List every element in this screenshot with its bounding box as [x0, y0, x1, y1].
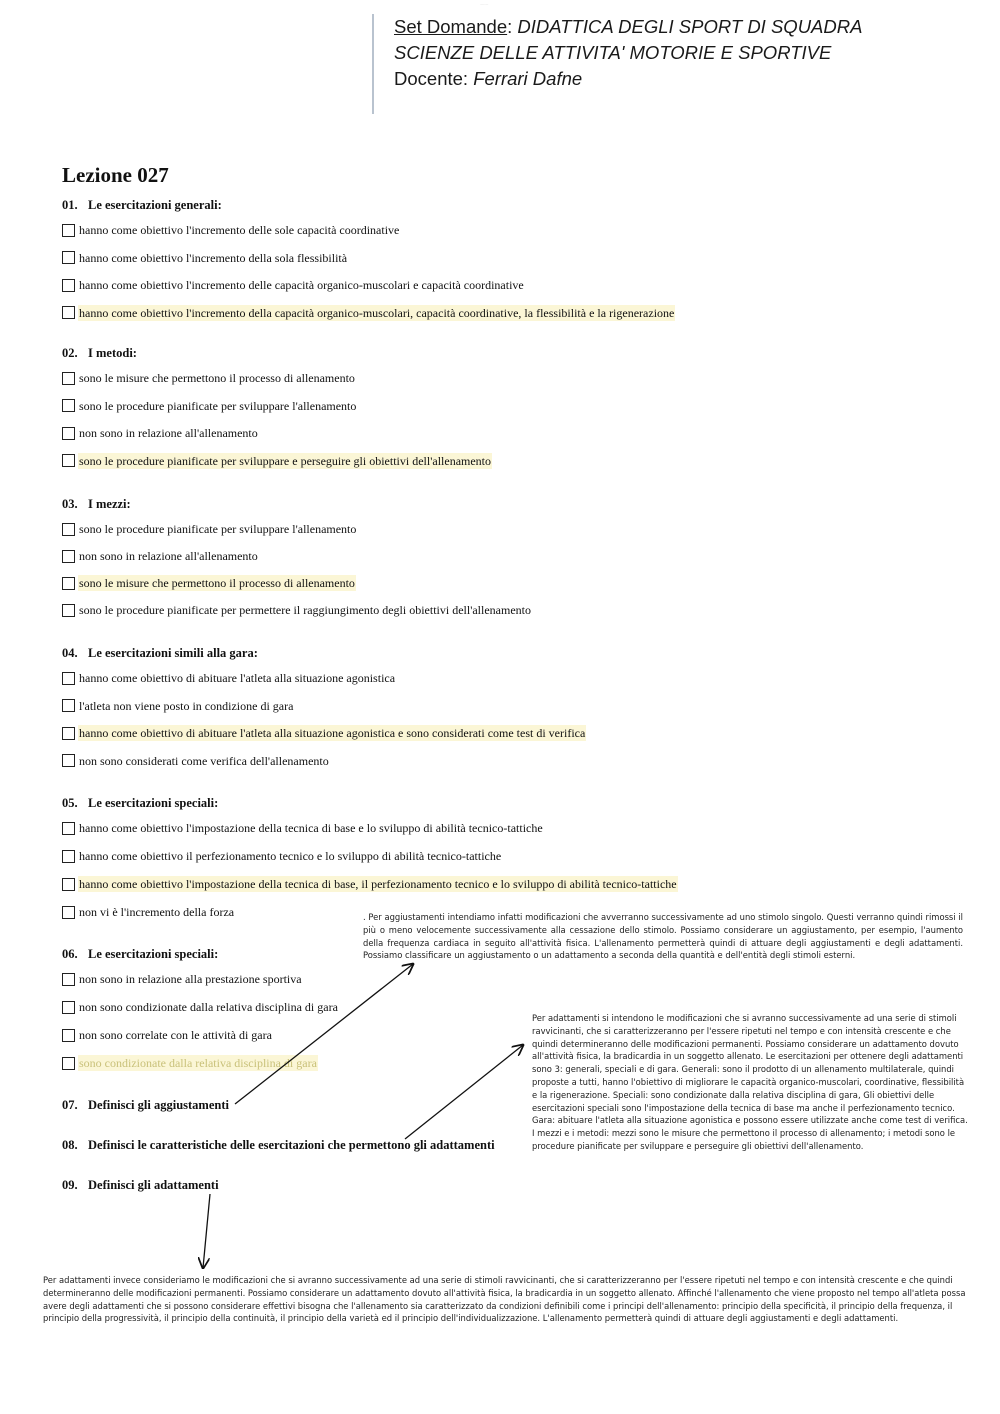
- answer-option-text-correct: hanno come obiettivo di abituare l'atleta alla situazione agonistica e sono considerati come test di verifica: [79, 726, 586, 740]
- arrow-q09-to-note: [203, 1194, 210, 1268]
- answer-option-text: non sono in relazione all'allenamento: [79, 549, 258, 563]
- answer-option-text: non sono considerati come verifica dell'allenamento: [79, 753, 329, 768]
- question-text: Le esercitazioni speciali:: [88, 947, 219, 961]
- answer-option-text-correct: sono condizionate dalla relativa disciplina di gara: [79, 1056, 317, 1070]
- question-text: Le esercitazioni speciali:: [88, 796, 219, 810]
- answer-option-text: non sono in relazione all'allenamento: [79, 426, 258, 440]
- lesson-title: Lezione 027: [62, 163, 169, 187]
- answer-option-text: l'atleta non viene posto in condizione di gara: [79, 698, 294, 713]
- question-number: 04.: [62, 646, 78, 660]
- degree-name: SCIENZE DELLE ATTIVITA' MOTORIE E SPORTIVE: [394, 42, 832, 63]
- course-name: DIDATTICA DEGLI SPORT DI SQUADRA: [517, 16, 863, 37]
- question-number: 08.: [62, 1138, 78, 1152]
- answer-option-text: sono le procedure pianificate per sviluppare l'allenamento: [79, 522, 357, 536]
- answer-option-text: non sono in relazione alla prestazione sportiva: [79, 972, 302, 986]
- question-text: Definisci gli adattamenti: [88, 1178, 219, 1192]
- answer-option-text-correct: sono le misure che permettono il processo di allenamento: [79, 576, 355, 590]
- question-number: 09.: [62, 1178, 78, 1192]
- answer-option-text: hanno come obiettivo l'incremento delle sole capacità coordinative: [79, 223, 400, 237]
- set-label: Set Domande: [394, 16, 508, 37]
- answer-option-text: sono le misure che permettono il processo di allenamento: [79, 371, 355, 385]
- answer-option-text-correct: sono le procedure pianificate per sviluppare e perseguire gli obiettivi dell'allenamento: [79, 453, 492, 468]
- answer-option-text: hanno come obiettivo l'incremento della sola flessibilità: [79, 250, 348, 265]
- teacher-name: Ferrari Dafne: [473, 68, 583, 89]
- answer-option-text: non sono condizionate dalla relativa disciplina di gara: [79, 1000, 338, 1014]
- arrow-q08-to-note: [405, 1045, 523, 1139]
- question-number: 01.: [62, 198, 78, 212]
- answer-option-text: hanno come obiettivo l'incremento delle capacità organico-muscolari e capacità coordinative: [79, 278, 524, 292]
- question-text: Le esercitazioni simili alla gara:: [88, 646, 258, 660]
- answer-option-text: hanno come obiettivo il perfezionamento tecnico e lo sviluppo di abilità tecnico-tattiche: [79, 849, 502, 863]
- answer-option-text: non vi è l'incremento della forza: [79, 905, 235, 919]
- answer-note-adattamenti: Per adattamenti invece consideriamo le modificazioni che si avranno successivamente ad una serie di stimoli ravvicinanti, che si caratterizzeranno per l'essere ripetuti nel tempo e con intensità crescente e che quindi determineranno delle modificazioni permanenti. Possiamo considerare un adattamento dovuto all'attività fisica, la bradicardia in un soggetto allenato. Affinché l'allenamento che viene proposto nel tempo all'atleta possa avere degli adattamenti che si possono considerare effettivi bisogna che l'allenamento sia caratterizzato da condizioni definibili come i principi dell'allenamento: principio della specificità, il principio della frequenza, il principio della progressività, il principio della continuità, il principio della varietà ed il principio dell'individualizzazione. L'allenamento permetterà quindi di attuare degli aggiustamenti e degli adattamenti.: [43, 1275, 966, 1324]
- question-number: 03.: [62, 497, 78, 511]
- question-number: 02.: [62, 346, 78, 360]
- question-text: I mezzi:: [88, 497, 131, 511]
- question-text: Le esercitazioni generali:: [88, 198, 222, 212]
- answer-option-text-correct: hanno come obiettivo l'incremento della capacità organico-muscolari, capacità coordinative, la flessibilità e la rigenerazione: [79, 305, 675, 320]
- teacher-label: Docente:: [394, 68, 474, 89]
- arrow-q07-to-note: [235, 964, 413, 1104]
- answer-option-text: non sono correlate con le attività di gara: [79, 1028, 272, 1042]
- answer-option-text: hanno come obiettivo di abituare l'atleta alla situazione agonistica: [79, 671, 396, 685]
- question-number: 07.: [62, 1098, 78, 1112]
- question-text: Definisci le caratteristiche delle esercitazioni che permettono gli adattamenti: [88, 1138, 495, 1152]
- answer-option-text: hanno come obiettivo l'impostazione della tecnica di base e lo sviluppo di abilità tecnico-tattiche: [79, 821, 543, 835]
- page-header-tiny: ..........: [480, 2, 489, 6]
- answer-option-text: sono le procedure pianificate per sviluppare l'allenamento: [79, 398, 357, 413]
- question-number: 05.: [62, 796, 78, 810]
- set-separator: :: [507, 16, 518, 37]
- question-text: Definisci gli aggiustamenti: [88, 1098, 229, 1112]
- answer-option-text-correct: hanno come obiettivo l'impostazione della tecnica di base, il perfezionamento tecnico e lo sviluppo di abilità tecnico-tattiche: [79, 877, 677, 891]
- answer-note-caratteristiche: Per adattamenti si intendono le modificazioni che si avranno successivamente ad una serie di stimoli ravvicinanti, che si caratterizzeranno per l'essere ripetuti nel tempo e con intensità crescente e che quindi determineranno delle modificazioni permanenti. Possiamo considerare un adattamento dovuto all'attività fisica, la bradicardia in un soggetto allenato. Le esercitazioni per ottenere degli adattamenti sono 3: generali, speciali e di gara. Generali: sono il prodotto di un allenamento multilaterale, quindi proposte a tutti, hanno l'obiettivo di migliorare le capacità organico-muscolari, coordinative, flessibilità e la rigenerazione. Speciali: sono condizionate dalla relativa disciplina di gara, Gli obiettivi delle esercitazioni speciali sono l'impostazione della tecnica di base ma anche il perfezionamento tecnico. Gara: abituare l'atleta alla situazione agonistica e possono essere utilizzate anche come test di verifica. I mezzi e i metodi: mezzi sono le misure che permettono il processo di allenamento; i metodi sono le procedure pianificate per sviluppare e perseguire gli obiettivi dell'allenamento.: [532, 1013, 968, 1151]
- answer-option-text: sono le procedure pianificate per permettere il raggiungimento degli obiettivi dell'allenamento: [79, 603, 531, 617]
- question-text: I metodi:: [88, 346, 137, 360]
- question-number: 06.: [62, 947, 78, 961]
- answer-note-aggiustamenti: . Per aggiustamenti intendiamo infatti modificazioni che avverranno successivamente ad uno stimolo singolo. Questi verranno quindi rimossi il più o meno velocemente successivamente alla cessazione dello stimolo. Possiamo considerare un aggiustamento, per esempio, l'aumento della frequenza cardiaca in seguito all'attività fisica. L'allenamento permetterà quindi di attuare degli aggiustamenti e degli adattamenti. Possiamo classificare un aggiustamento o un adattamento a seconda della quantità e dell'entità degli stimoli esterni.: [363, 912, 963, 961]
